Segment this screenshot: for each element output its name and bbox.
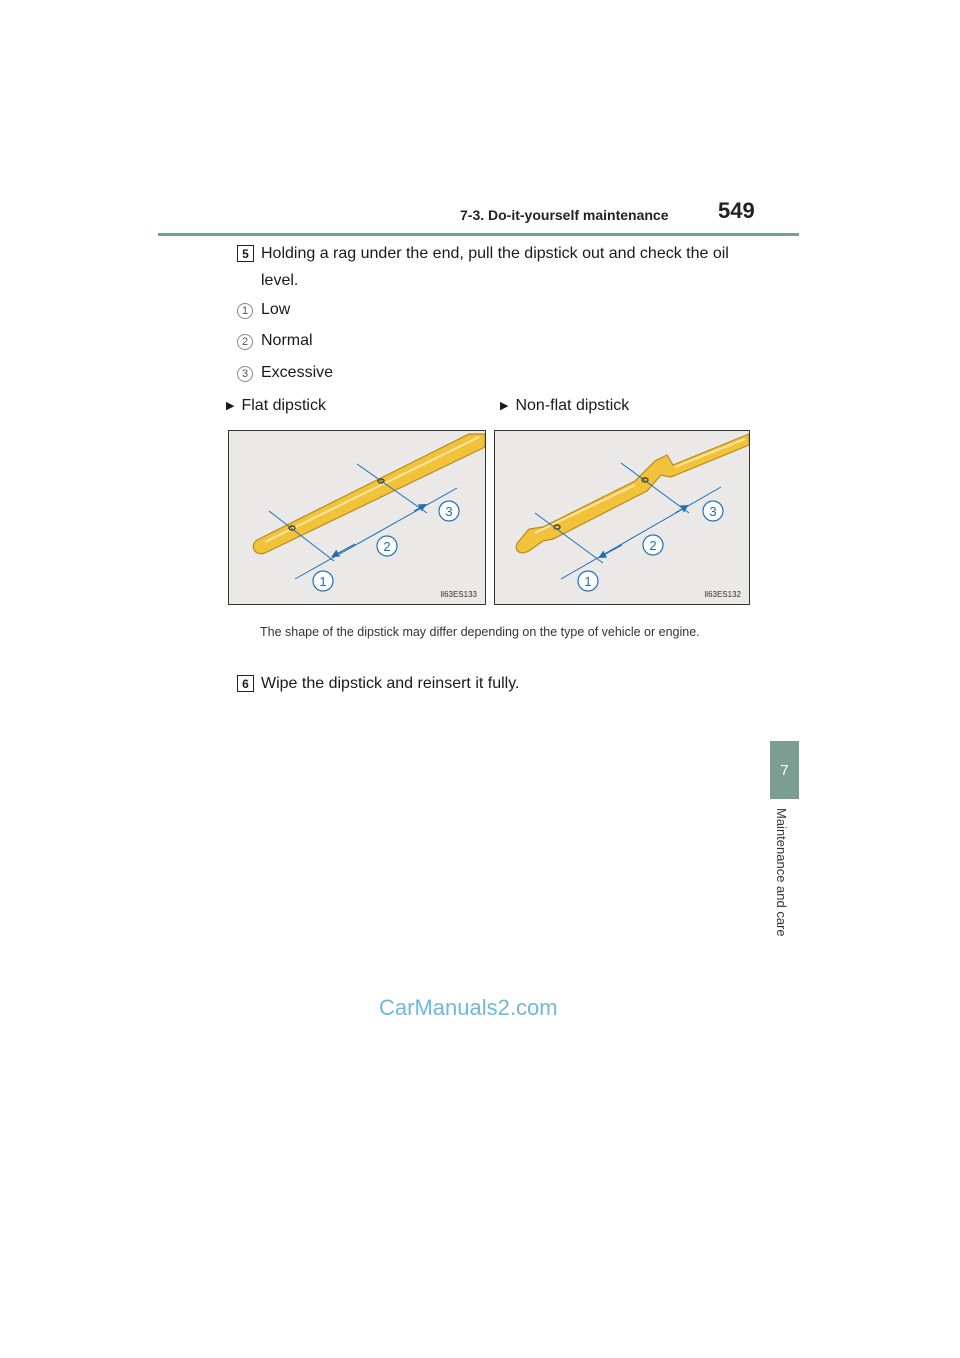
section-title: 7-3. Do-it-yourself maintenance (460, 207, 669, 223)
step-6-badge: 6 (237, 675, 254, 692)
flat-dipstick-heading (226, 397, 326, 415)
nonflat-dipstick-title: Non-flat dipstick (515, 397, 630, 414)
flat-dipstick-illustration (229, 431, 485, 604)
nonflat-dipstick-heading (500, 397, 629, 415)
callout-1-text: 1 (584, 574, 592, 589)
nonflat-figure-code: ll63ES132 (704, 590, 741, 599)
callout-3-text: 3 (445, 504, 453, 519)
chapter-title: Maintenance and care (774, 808, 789, 937)
flat-figure-code: ll63ES133 (440, 590, 477, 599)
level-low-label: Low (261, 301, 291, 318)
dipstick-shape-note: The shape of the dipstick may differ depending on the type of vehicle or engine. (260, 625, 700, 639)
chapter-number: 7 (780, 761, 789, 779)
callout-3-text: 3 (709, 504, 717, 519)
level-normal-label: Normal (261, 332, 313, 349)
page-number: 549 (718, 198, 755, 223)
header-divider (158, 233, 799, 236)
triangle-bullet-icon: ▶ (500, 400, 509, 412)
triangle-bullet-icon: ▶ (226, 400, 235, 412)
flat-dipstick-title: Flat dipstick (241, 397, 326, 414)
chapter-tab[interactable] (770, 741, 799, 799)
flat-dipstick-figure (228, 430, 486, 605)
callout-2-text: 2 (649, 538, 657, 553)
nonflat-dipstick-illustration (495, 431, 749, 604)
step-5-badge: 5 (237, 245, 254, 262)
level-3-badge: 3 (237, 366, 253, 382)
nonflat-dipstick-figure (494, 430, 750, 605)
chapter-label (763, 808, 803, 968)
level-excessive-label: Excessive (261, 364, 334, 381)
step-6-text: Wipe the dipstick and reinsert it fully. (261, 675, 520, 692)
step-5-text: Holding a rag under the end, pull the dipstick out and check the oil level. (261, 245, 729, 289)
watermark: CarManuals2.com (379, 995, 558, 1020)
level-2-badge: 2 (237, 334, 253, 350)
level-1-badge: 1 (237, 303, 253, 319)
callout-1-text: 1 (319, 574, 327, 589)
callout-2-text: 2 (383, 539, 391, 554)
